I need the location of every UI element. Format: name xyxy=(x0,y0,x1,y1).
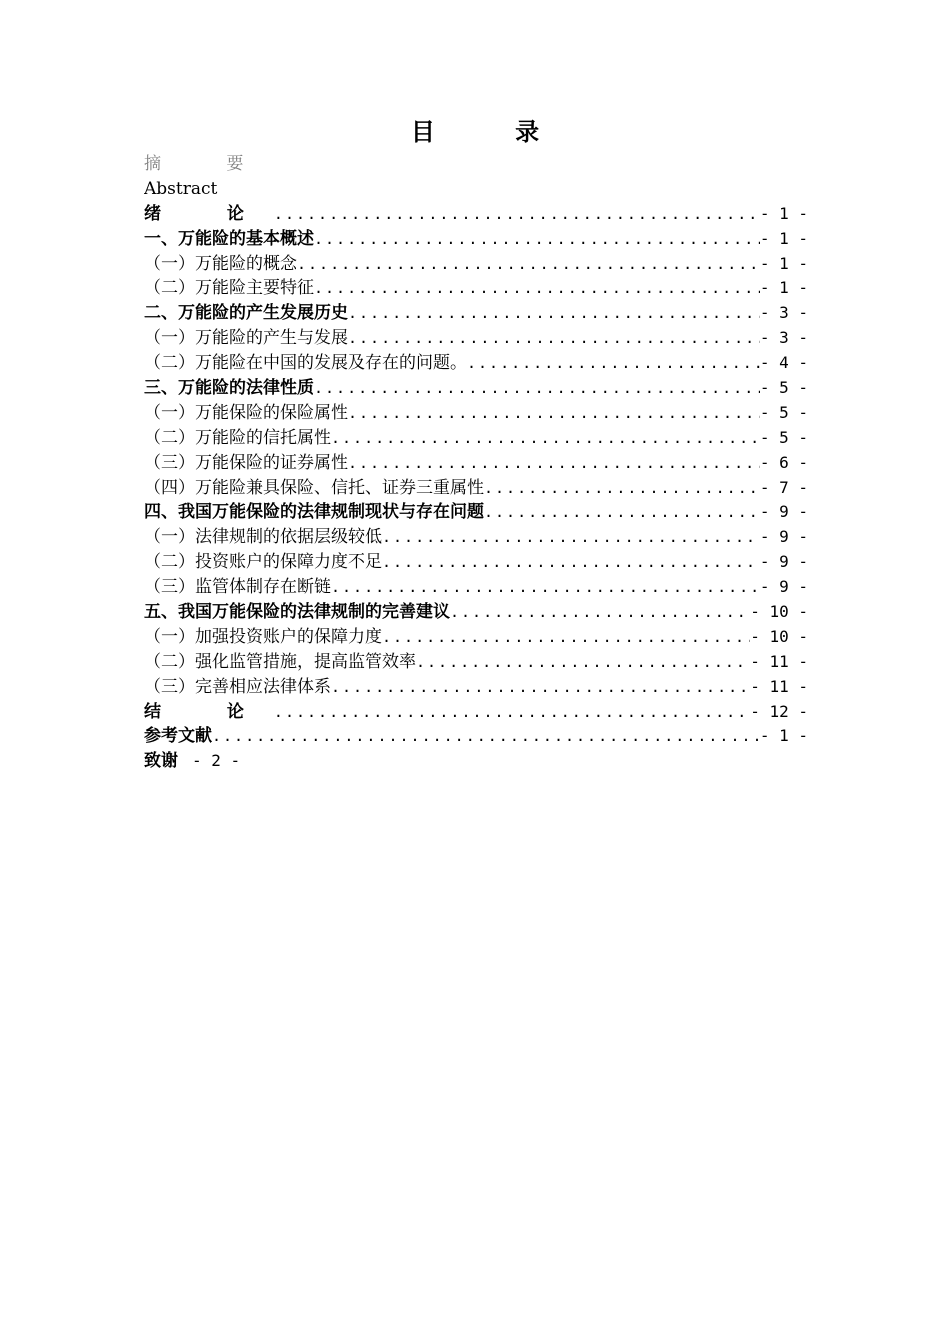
toc-label: （一）法律规制的依据层级较低 xyxy=(144,527,382,548)
toc-page-number: - 9 - xyxy=(759,527,808,547)
toc-entry-chapter-2[interactable] xyxy=(144,301,808,326)
toc-entry-3-1[interactable] xyxy=(144,401,808,426)
toc-label: （二）强化监管措施，提高监管效率 xyxy=(144,651,416,672)
toc-entry-4-3[interactable] xyxy=(144,575,808,600)
toc-label: 摘 要 xyxy=(144,154,274,174)
toc-leader xyxy=(331,675,750,700)
toc-page-number: - 1 - xyxy=(759,203,808,223)
toc-leader xyxy=(484,500,760,525)
toc-page-number: - 3 - xyxy=(759,328,808,348)
toc-entry-3-4[interactable] xyxy=(144,476,808,501)
toc-leader xyxy=(382,550,760,575)
toc-entry-3-3[interactable] xyxy=(144,451,808,476)
toc-label: 五、我国万能保险的法律规制的完善建议 xyxy=(144,602,450,623)
toc-label: （二）投资账户的保障力度不足 xyxy=(144,552,382,573)
toc-page-number: - 7 - xyxy=(759,477,808,497)
toc-leader xyxy=(314,227,760,252)
toc-leader xyxy=(331,426,760,451)
toc-page-number: - 9 - xyxy=(759,552,808,572)
toc-label: 四、我国万能保险的法律规制现状与存在问题 xyxy=(144,502,484,523)
toc-label: （四）万能险兼具保险、信托、证券三重属性 xyxy=(144,477,484,498)
toc-leader xyxy=(484,476,760,501)
toc-entry-chapter-3[interactable] xyxy=(144,376,808,401)
toc-entry-2-2[interactable] xyxy=(144,351,808,376)
toc-label: Abstract xyxy=(144,178,218,199)
toc-page-number: - 5 - xyxy=(759,378,808,398)
toc-leader xyxy=(450,600,750,625)
toc-entry-5-3[interactable] xyxy=(144,675,808,700)
toc-abstract-cn[interactable] xyxy=(144,152,808,177)
toc-label: 一、万能险的基本概述 xyxy=(144,228,314,249)
toc-page-number: - 9 - xyxy=(759,577,808,597)
toc-abstract-en[interactable] xyxy=(144,177,808,202)
toc-entry-chapter-1[interactable] xyxy=(144,227,808,252)
toc-page-number: - 12 - xyxy=(750,701,808,721)
toc-label: （一）加强投资账户的保障力度 xyxy=(144,626,382,647)
toc-page-number: - 6 - xyxy=(759,452,808,472)
toc-entry-1-1[interactable] xyxy=(144,252,808,277)
toc-entry-5-2[interactable] xyxy=(144,650,808,675)
toc-leader xyxy=(382,625,750,650)
toc-label: （一）万能险的概念 xyxy=(144,253,297,274)
toc-entry-references[interactable] xyxy=(144,724,808,749)
toc-leader xyxy=(348,326,760,351)
toc-leader xyxy=(331,575,760,600)
toc-entry-2-1[interactable] xyxy=(144,326,808,351)
toc-leader xyxy=(297,252,760,277)
page-title: 目 录 xyxy=(410,118,576,146)
toc-page-number: - 4 - xyxy=(759,353,808,373)
toc-label: （三）监管体制存在断链 xyxy=(144,577,331,598)
toc-leader xyxy=(348,401,760,426)
toc-page-number: - 1 - xyxy=(759,278,808,298)
toc-label: （二）万能险主要特征 xyxy=(144,278,314,299)
toc-page-number: - 11 - xyxy=(750,676,808,696)
toc-entry-introduction[interactable] xyxy=(144,202,808,227)
toc-entry-4-2[interactable] xyxy=(144,550,808,575)
toc-page-number: - 9 - xyxy=(759,502,808,522)
toc-leader xyxy=(314,276,760,301)
toc-leader xyxy=(348,301,760,326)
toc-leader xyxy=(382,525,760,550)
toc-leader xyxy=(416,650,750,675)
toc-label: （一）万能保险的保险属性 xyxy=(144,402,348,423)
toc-page-number: - 5 - xyxy=(759,427,808,447)
toc-label: （三）完善相应法律体系 xyxy=(144,676,331,697)
toc-page-number: - 10 - xyxy=(750,626,808,646)
toc-entry-4-1[interactable] xyxy=(144,525,808,550)
toc-page-number: - 11 - xyxy=(750,651,808,671)
toc-leader xyxy=(467,351,760,376)
toc-label: 结 论 xyxy=(144,701,274,722)
toc-entry-5-1[interactable] xyxy=(144,625,808,650)
toc-entry-conclusion[interactable] xyxy=(144,700,808,725)
toc-leader xyxy=(212,724,760,749)
toc-leader xyxy=(348,451,760,476)
toc-entry-chapter-5[interactable] xyxy=(144,600,808,625)
toc-label: 二、万能险的产生发展历史 xyxy=(144,303,348,324)
toc-label: 参考文献 xyxy=(144,726,212,747)
toc-page-number: - 10 - xyxy=(750,602,808,622)
toc-page-number: - 3 - xyxy=(759,303,808,323)
toc-entry-acknowledgements[interactable] xyxy=(144,749,808,774)
toc-entry-1-2[interactable] xyxy=(144,276,808,301)
toc-leader xyxy=(274,700,750,725)
toc-leader xyxy=(314,376,760,401)
toc-label: （一）万能险的产生与发展 xyxy=(144,328,348,349)
toc-label: 三、万能险的法律性质 xyxy=(144,378,314,399)
toc-page-number: - 2 - xyxy=(192,751,241,771)
toc-page-number: - 1 - xyxy=(759,726,808,746)
toc-entry-3-2[interactable] xyxy=(144,426,808,451)
toc-leader xyxy=(274,202,760,227)
toc-label: 绪 论 xyxy=(144,203,274,224)
toc-page-number: - 5 - xyxy=(759,402,808,422)
toc-entry-chapter-4[interactable] xyxy=(144,500,808,525)
toc-label: （二）万能险的信托属性 xyxy=(144,427,331,448)
table-of-contents xyxy=(144,152,808,774)
toc-page-number: - 1 - xyxy=(759,253,808,273)
toc-label: （三）万能保险的证券属性 xyxy=(144,452,348,473)
toc-label: 致谢 xyxy=(144,751,178,772)
toc-page-number: - 1 - xyxy=(759,228,808,248)
toc-label: （二）万能险在中国的发展及存在的问题。 xyxy=(144,353,467,374)
